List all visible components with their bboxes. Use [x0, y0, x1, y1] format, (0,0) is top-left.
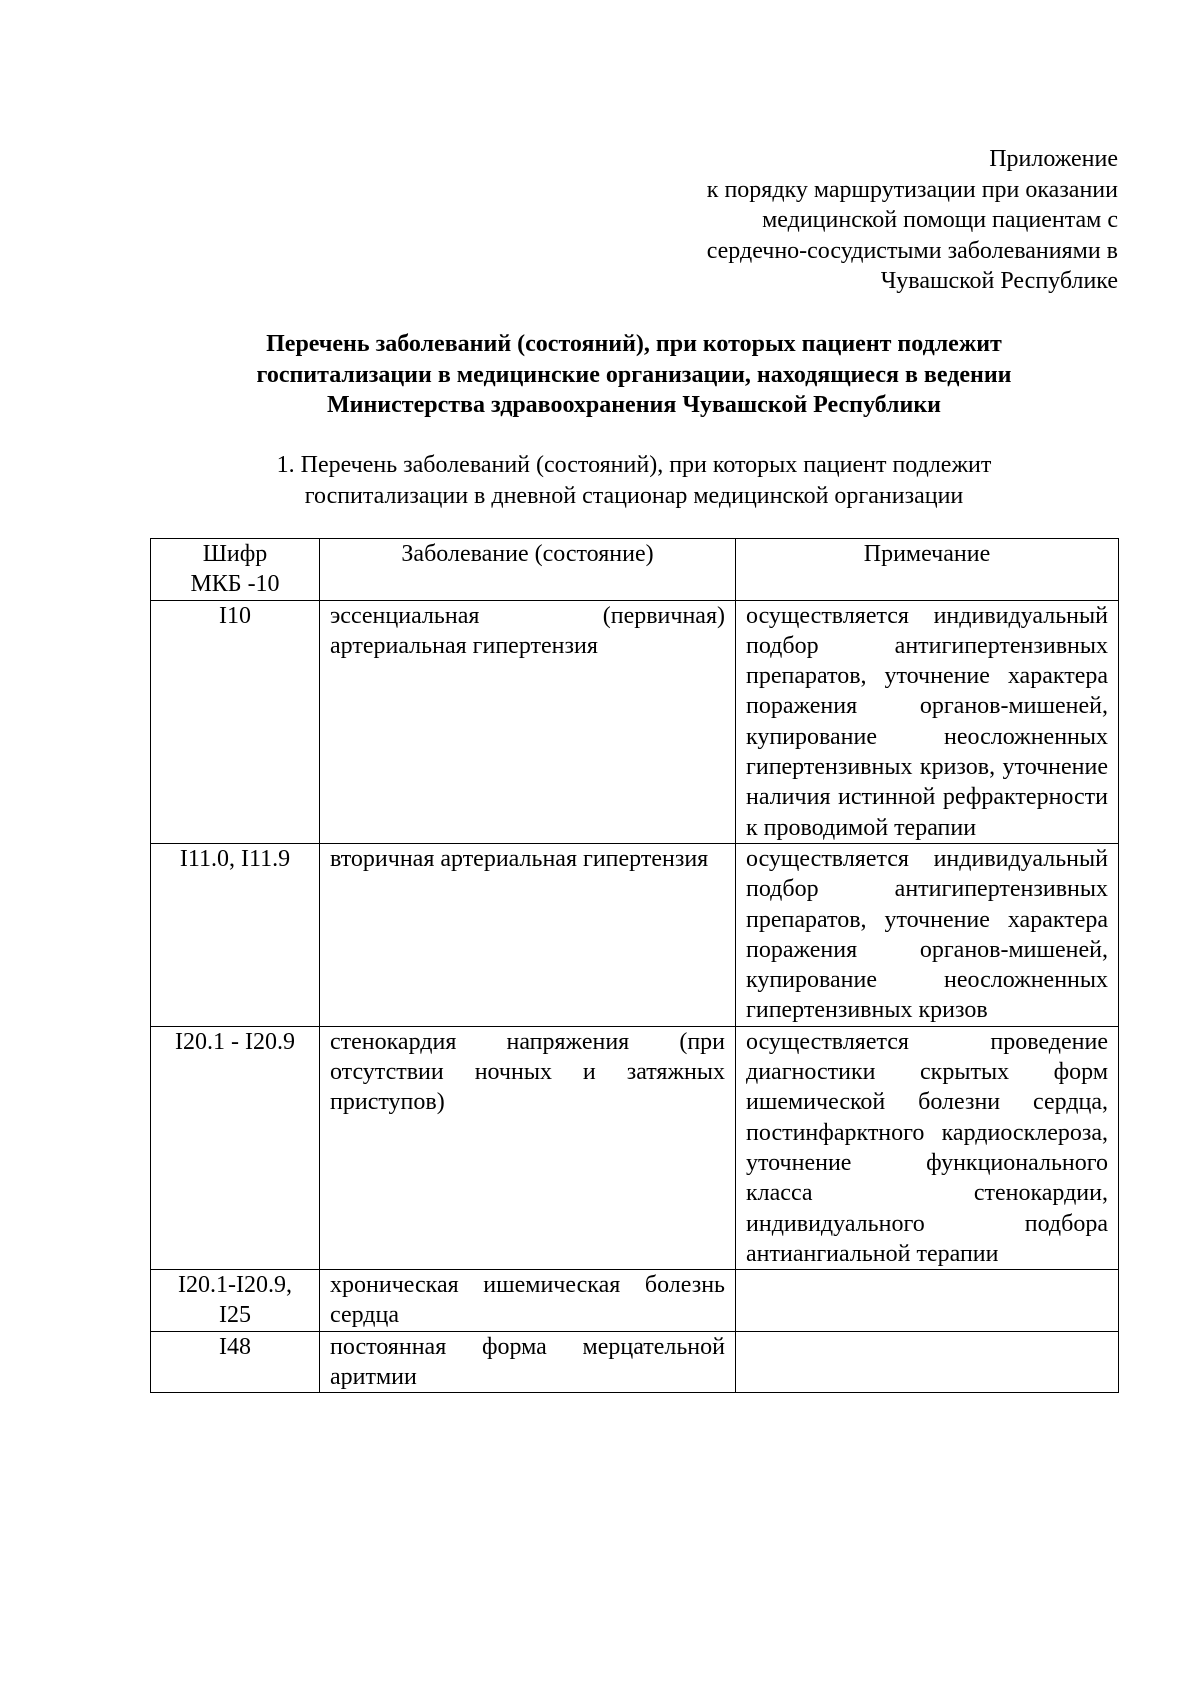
table-row	[151, 843, 1119, 1026]
cell-note	[736, 1270, 1119, 1332]
appendix-line: Чувашской Республике	[880, 268, 1118, 294]
cell-note	[736, 1331, 1119, 1393]
appendix-line: Приложение	[989, 146, 1118, 172]
appendix-header	[418, 144, 1118, 297]
cell-code: I10	[151, 600, 320, 843]
header-code-line: Шифр	[202, 541, 268, 567]
header-disease: Заболевание (состояние)	[320, 539, 736, 601]
header-code-line: МКБ -10	[190, 571, 280, 598]
cell-code: I48	[151, 1331, 320, 1393]
section-line: госпитализации в дневной стационар медицинской организации	[304, 482, 964, 509]
table-row	[151, 1026, 1119, 1269]
cell-note: осуществляется проведение диагностики скрытых форм ишемической болезни сердца, постинфарктного кардиосклероза, уточнение функционального класса стенокардии, индивидуального подбора антиангиальной терапии	[736, 1026, 1119, 1269]
cell-disease: эссенциальная (первичная) артериальная гипертензия	[320, 600, 736, 843]
appendix-line: сердечно-сосудистыми заболеваниями в	[706, 237, 1118, 264]
cell-disease: стенокардия напряжения (при отсутствии ночных и затяжных приступов)	[320, 1026, 736, 1269]
table-row	[151, 1331, 1119, 1393]
title-line: Министерства здравоохранения Чувашской Республики	[327, 392, 941, 418]
title-line: госпитализации в медицинские организации, находящиеся в ведении	[256, 361, 1012, 388]
cell-code: I11.0, I11.9	[151, 843, 320, 1026]
appendix-line: медицинской помощи пациентам с	[762, 207, 1118, 233]
cell-note: осуществляется индивидуальный подбор антигипертензивных препаратов, уточнение характера поражения органов-мишеней, купирование неосложненных гипертензивных кризов, уточнение наличия истинной рефрактерности к проводимой терапии	[736, 600, 1119, 843]
document-title	[150, 329, 1118, 421]
table-row	[151, 600, 1119, 843]
section-heading	[150, 450, 1118, 511]
appendix-line: к порядку маршрутизации при оказании	[706, 176, 1118, 203]
cell-note: осуществляется индивидуальный подбор антигипертензивных препаратов, уточнение характера поражения органов-мишеней, купирование неосложненных гипертензивных кризов	[736, 843, 1119, 1026]
title-line: Перечень заболеваний (состояний), при которых пациент подлежит	[266, 331, 1002, 357]
cell-disease: постоянная форма мерцательной аритмии	[320, 1331, 736, 1393]
cell-disease: вторичная артериальная гипертензия	[320, 843, 736, 1026]
header-code	[151, 539, 320, 601]
cell-disease: хроническая ишемическая болезнь сердца	[320, 1270, 736, 1332]
header-note: Примечание	[736, 539, 1119, 601]
table-header-row	[151, 539, 1119, 601]
section-line: 1. Перечень заболеваний (состояний), при которых пациент подлежит	[276, 452, 992, 478]
cell-code: I20.1-I20.9, I25	[151, 1270, 320, 1332]
disease-table	[150, 538, 1119, 1393]
table-row	[151, 1270, 1119, 1332]
cell-code: I20.1 - I20.9	[151, 1026, 320, 1269]
